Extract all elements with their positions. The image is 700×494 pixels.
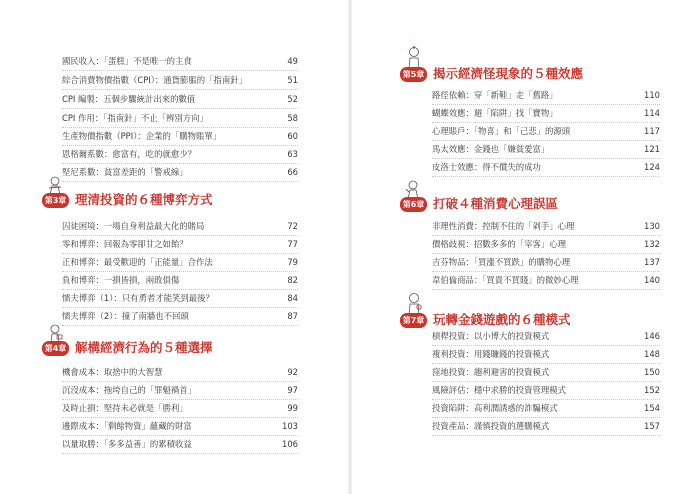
toc-entry-page: 130: [644, 221, 660, 231]
toc-entry-title: 綜合消費物價指數（CPI）：通貨膨脹的「指南針」: [62, 75, 248, 85]
toc-entry-page: 146: [644, 331, 660, 341]
toc-entry-page: 157: [644, 421, 660, 431]
toc-entry-title: 價格歧視：招數多多的「宰客」心理: [432, 239, 566, 249]
toc-entry[interactable]: [432, 363, 660, 382]
toc-entry-page: 49: [287, 56, 298, 66]
chapter-badge: 第7章: [400, 313, 427, 328]
toc-entry-title: 路徑依賴：穿「新鞋」走「舊路」: [432, 90, 558, 100]
toc-entry-title: 窪地投資：趨利避害的投資模式: [432, 367, 550, 377]
toc-entry-title: 馬太效應：金錢也「嫌貧愛富」: [432, 144, 550, 154]
toc-entry[interactable]: [432, 86, 660, 105]
toc-entry-page: 52: [287, 94, 298, 104]
toc-entry-page: 124: [644, 162, 660, 172]
toc-entry-title: 恩格爾系數：愈富有，吃的就愈少？: [62, 149, 196, 159]
toc-entry-title: 機會成本：取捨中的大智慧: [62, 367, 163, 377]
toc-entry-page: 121: [644, 144, 660, 154]
toc-entry-title: 複利投資：用錢賺錢的投資模式: [432, 349, 550, 359]
toc-entry[interactable]: [432, 122, 660, 141]
chapter-5-heading[interactable]: [400, 44, 680, 82]
toc-entry[interactable]: [432, 381, 660, 400]
toc-entry-page: 106: [282, 439, 298, 449]
toc-entry[interactable]: [432, 327, 660, 346]
toc-entry-title: 以量取勝：「多多益善」的累積收益: [62, 439, 192, 449]
toc-entry-title: 皮洛士效應：得不償失的成功: [432, 162, 541, 172]
toc-entry-page: 66: [287, 167, 298, 177]
toc-entry-page: 154: [644, 403, 660, 413]
toc-entry-title: 非理性消費：控制不住的「剁手」心理: [432, 221, 575, 231]
toc-entry-title: 國民收入：「蛋糕」不是唯一的主食: [62, 56, 192, 66]
toc-entry-title: 懦夫博弈（1）：只有勇者才能笑到最後？: [62, 293, 214, 303]
toc-entry[interactable]: [432, 158, 660, 177]
toc-entry-page: 99: [287, 403, 298, 413]
toc-entry-page: 87: [287, 311, 298, 321]
toc-entry-title: CPI 作用：「指南針」不止「辨別方向」: [62, 113, 208, 123]
toc-entry-page: 58: [287, 113, 298, 123]
toc-entry-title: 堅尼系數：貧富差距的「警戒線」: [62, 167, 188, 177]
toc-entry[interactable]: [432, 104, 660, 123]
toc-entry-page: 79: [287, 257, 298, 267]
chapter-7-heading[interactable]: [400, 290, 680, 328]
toc-entry-page: 117: [644, 126, 660, 136]
toc-entry-title: 風險評估：穩中求勝的投資管理模式: [432, 385, 566, 395]
toc-entry-page: 51: [287, 75, 298, 85]
toc-entry-title: 投資產品：謹慎投資的選購模式: [432, 421, 550, 431]
chapter-badge: 第6章: [400, 197, 427, 212]
toc-entry-page: 77: [287, 239, 298, 249]
toc-entry-page: 92: [287, 367, 298, 377]
toc-entry-title: 生產物價指數（PPI）：企業的「購物賬單」: [62, 131, 222, 141]
toc-entry[interactable]: [432, 217, 660, 236]
toc-entry-page: 72: [287, 221, 298, 231]
toc-entry-page: 140: [644, 275, 660, 285]
toc-entry[interactable]: [432, 417, 660, 436]
toc-entry[interactable]: [432, 253, 660, 272]
chapter-badge: 第3章: [42, 193, 69, 208]
chapter-6-heading[interactable]: [400, 178, 680, 212]
toc-entry[interactable]: [432, 399, 660, 418]
toc-entry-title: 槓桿投資：以小博大的投資模式: [432, 331, 550, 341]
toc-entry-title: 心理賬戶：「物喜」和「己悲」的源頭: [432, 126, 571, 136]
toc-entry-title: 負和博弈：一損皆損，兩敗俱傷: [62, 275, 180, 285]
toc-entry-title: 邊際成本：「剩餘物資」蘊藏的財富: [62, 421, 192, 431]
toc-entry-title: 沉沒成本：拖垮自己的「罪魁禍首」: [62, 385, 196, 395]
toc-entry-page: 110: [644, 90, 660, 100]
toc-entry-title: 囚徒困境：一場自身利益最大化的賭局: [62, 221, 205, 231]
toc-entry-page: 82: [287, 275, 298, 285]
toc-entry-title: CPI 編製：五個步驟統計出來的數值: [62, 94, 196, 104]
toc-entry-page: 150: [644, 367, 660, 377]
toc-entry-page: 148: [644, 349, 660, 359]
toc-entry-page: 60: [287, 131, 298, 141]
toc-entry-title: 韋伯倫商品：「買貴不買賤」的微妙心理: [432, 275, 579, 285]
toc-entry[interactable]: [432, 271, 660, 290]
chapter-title: 理清投資的６種博弈方式: [75, 192, 213, 207]
chapter-title: 揭示經濟怪現象的５種效應: [433, 66, 584, 81]
toc-entry-title: 懦夫博弈（2）：撞了南牆也不回頭: [62, 311, 189, 321]
toc-entry-page: 84: [287, 293, 298, 303]
toc-entry-page: 103: [282, 421, 298, 431]
toc-entry-title: 吉芬物品：「買漲不買跌」的購物心理: [432, 257, 571, 267]
toc-entry-page: 132: [644, 239, 660, 249]
toc-entry-page: 63: [287, 149, 298, 159]
toc-entry-title: 及時止損：堅持未必就是「勝利」: [62, 403, 188, 413]
toc-entry-title: 零和博弈：回報為零卻甘之如飴？: [62, 239, 188, 249]
toc-entry-page: 137: [644, 257, 660, 267]
chapter-title: 解構經濟行為的５種選擇: [75, 340, 213, 355]
toc-entry[interactable]: [432, 345, 660, 364]
toc-entry-title: 蝴蝶效應：避「陷阱」找「寶物」: [432, 108, 558, 118]
toc-entry-page: 152: [644, 385, 660, 395]
toc-entry[interactable]: [432, 235, 660, 254]
toc-entry-title: 投資陷阱：高利潤誘惑的詐騙模式: [432, 403, 558, 413]
toc-entry-page: 114: [644, 108, 660, 118]
chapter-badge: 第4章: [42, 341, 69, 356]
chapter-title: 玩轉金錢遊戲的６種模式: [433, 312, 571, 327]
toc-entry-title: 正和博弈：最受歡迎的「正能量」合作法: [62, 257, 213, 267]
toc-entry-page: 97: [287, 385, 298, 395]
chapter-title: 打破４種消費心理誤區: [433, 196, 559, 211]
chapter-badge: 第5章: [400, 67, 427, 82]
toc-entry[interactable]: [432, 140, 660, 159]
